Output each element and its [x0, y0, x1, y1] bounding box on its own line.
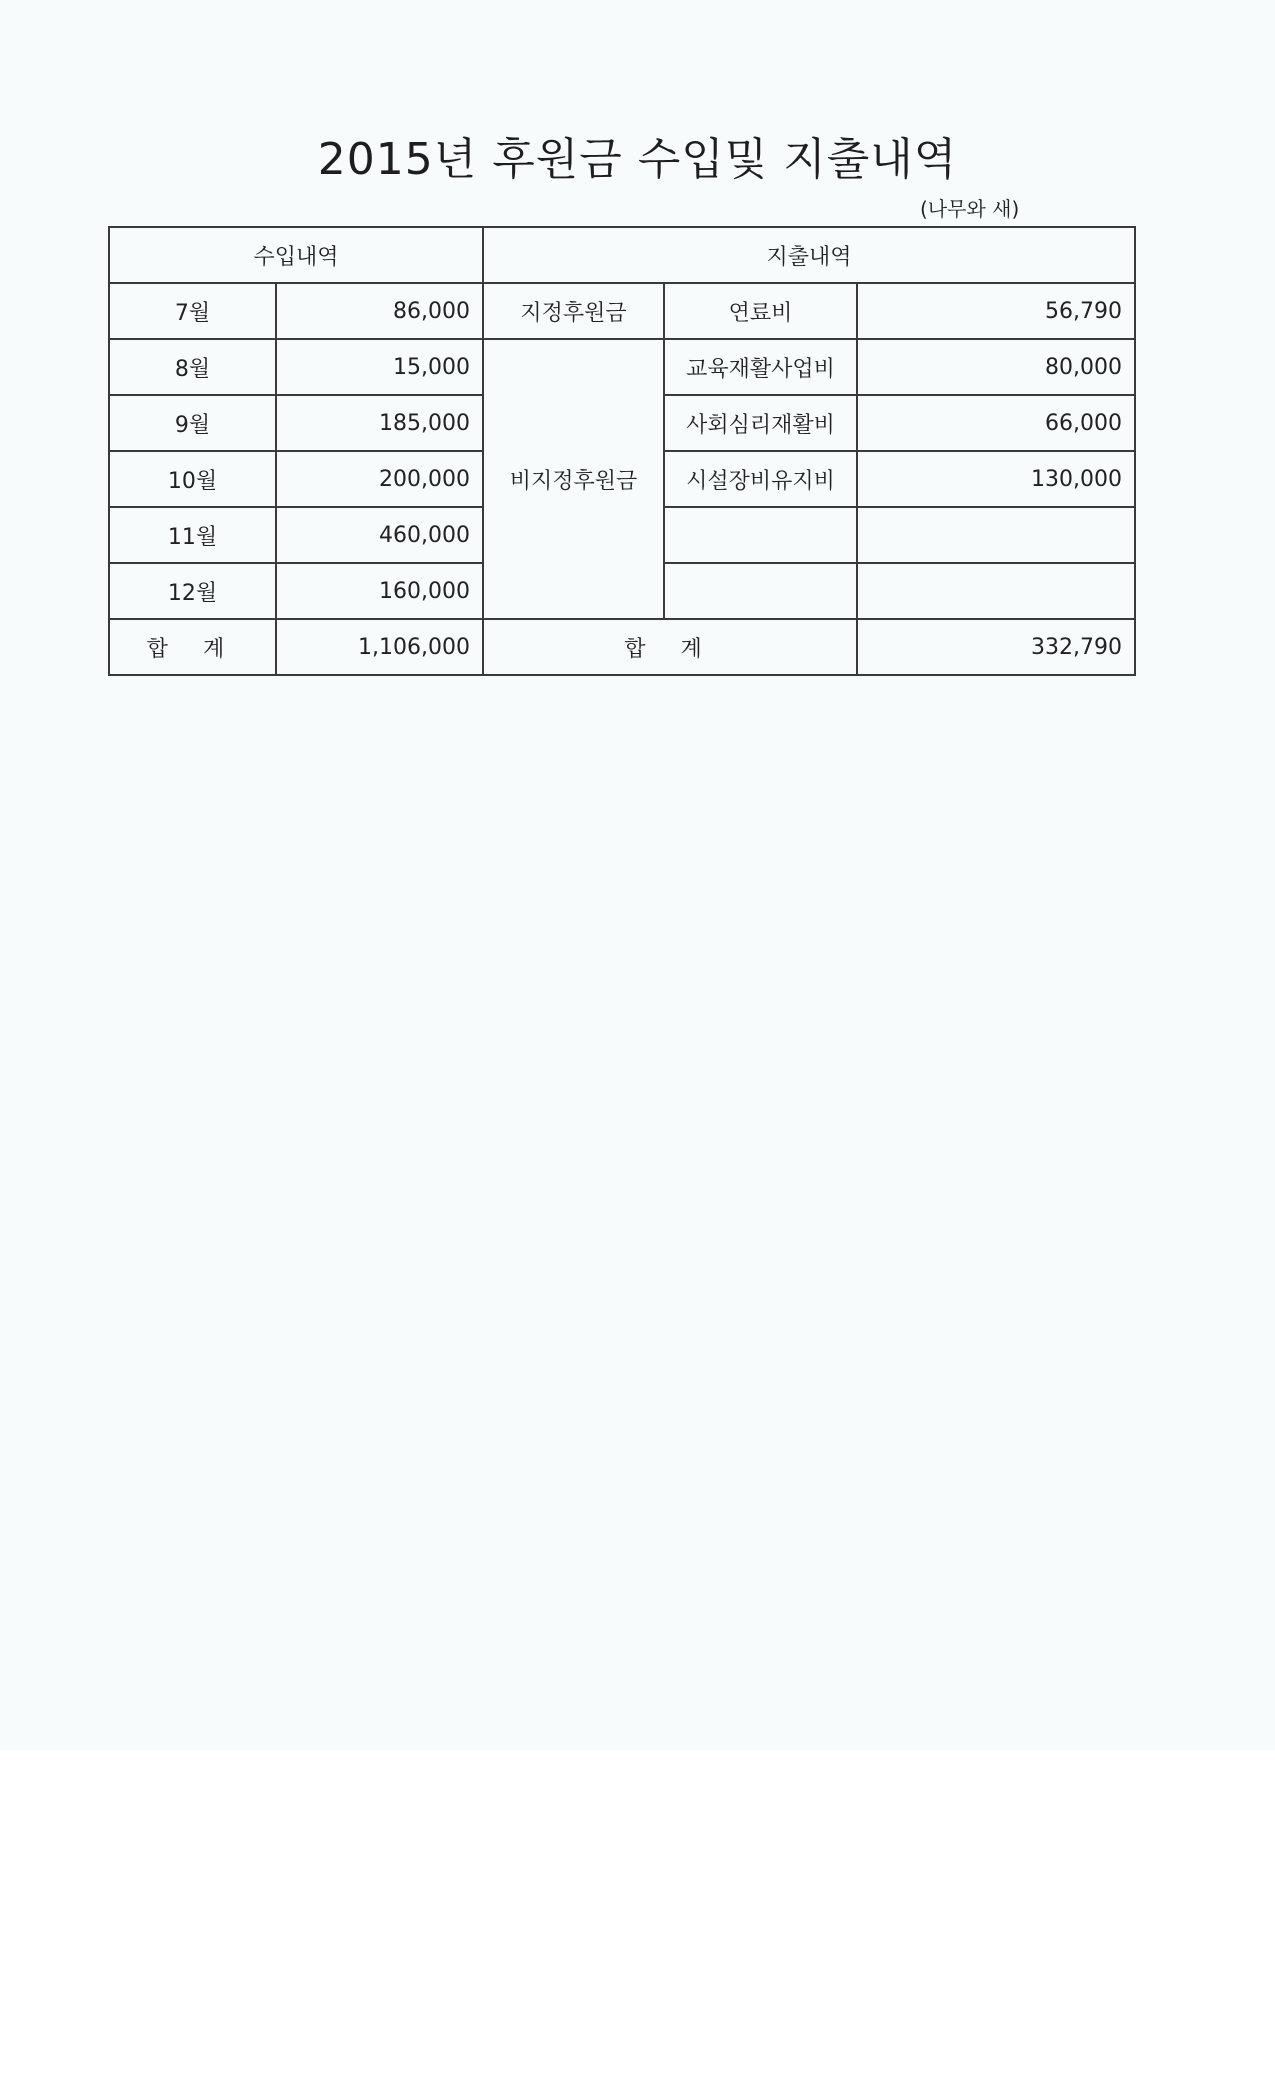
table-header-row — [109, 227, 1135, 283]
income-total-amount: 1,106,000 — [276, 619, 483, 675]
document-title: 2015년 후원금 수입및 지출내역 — [317, 134, 958, 185]
expense-amount-empty — [857, 507, 1135, 563]
expense-item-empty — [664, 563, 857, 619]
expense-item: 사회심리재활비 — [664, 395, 857, 451]
expense-total-amount: 332,790 — [857, 619, 1135, 675]
income-total-label — [109, 619, 276, 675]
expense-header: 지출내역 — [483, 227, 1135, 283]
income-amount: 160,000 — [276, 563, 483, 619]
expense-category-non-designated: 비지정후원금 — [483, 339, 664, 619]
table-total-row — [109, 619, 1135, 675]
expense-total-label — [483, 619, 857, 675]
income-amount: 15,000 — [276, 339, 483, 395]
expense-item-empty — [664, 507, 857, 563]
expense-amount: 66,000 — [857, 395, 1135, 451]
expense-category-designated: 지정후원금 — [483, 283, 664, 339]
table-row — [109, 283, 1135, 339]
income-month: 12월 — [109, 563, 276, 619]
income-amount: 200,000 — [276, 451, 483, 507]
expense-item: 연료비 — [664, 283, 857, 339]
income-month: 7월 — [109, 283, 276, 339]
expense-amount: 130,000 — [857, 451, 1135, 507]
income-amount: 460,000 — [276, 507, 483, 563]
organization-note: (나무와 새) — [920, 197, 1020, 221]
income-header: 수입내역 — [109, 227, 483, 283]
income-month: 10월 — [109, 451, 276, 507]
income-amount: 185,000 — [276, 395, 483, 451]
expense-item: 교육재활사업비 — [664, 339, 857, 395]
expense-item: 시설장비유지비 — [664, 451, 857, 507]
expense-total-label-text: 합 계 — [624, 636, 716, 662]
income-amount: 86,000 — [276, 283, 483, 339]
income-month: 9월 — [109, 395, 276, 451]
income-expense-table — [108, 226, 1136, 676]
expense-amount: 80,000 — [857, 339, 1135, 395]
expense-amount-empty — [857, 563, 1135, 619]
table-row — [109, 339, 1135, 395]
income-month: 11월 — [109, 507, 276, 563]
income-total-label-text: 합 계 — [146, 636, 239, 662]
expense-amount: 56,790 — [857, 283, 1135, 339]
income-month: 8월 — [109, 339, 276, 395]
